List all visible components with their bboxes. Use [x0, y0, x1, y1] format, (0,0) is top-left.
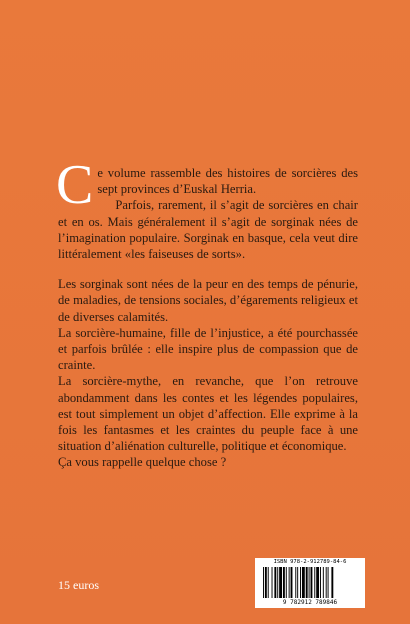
paragraph-spacer [58, 262, 358, 276]
isbn-number: ISBN 978-2-912789-84-6 [273, 559, 347, 565]
barcode-bar [323, 567, 324, 598]
barcode-bar [300, 567, 301, 598]
price-label: 15 euros [58, 578, 99, 592]
barcode-bar [331, 567, 333, 598]
isbn-digits: 9 782912 789846 [282, 599, 338, 606]
intro-line-1: e volume rassemble des histoires de sorcières des sept provinces d’Euskal Herria. [97, 166, 358, 197]
barcode-bar [274, 567, 276, 598]
barcode-bar [320, 567, 321, 598]
barcode-bar [286, 567, 287, 598]
barcode-bar [295, 567, 296, 598]
body-paragraph-1: Les sorginak sont nées de la peur en des temps de pénurie, de maladies, de tensions sociales, d’égarements religieux et de diverses calamités. [58, 277, 358, 324]
barcode-bar [272, 567, 273, 598]
barcode-bar [302, 567, 305, 598]
isbn-barcode [255, 558, 365, 608]
barcode-bar [316, 567, 319, 598]
barcode-bar [265, 567, 267, 598]
body-paragraph-3: La sorcière-mythe, en revanche, que l’on retrouve abondamment dans les contes et les légendes populaires, est tout simplement un objet d’affection. Elle exprime à la fois les fantasmes et les craintes du peuple face à une situation d’aliénation culturelle, politique et économique. [58, 374, 358, 454]
barcode-bar [277, 567, 278, 598]
intro-paragraph [56, 154, 358, 216]
barcode-bar [326, 567, 327, 598]
body-paragraph-2: La sorcière-humaine, fille de l’injustice, a été pourchassée et parfois brûlée : elle inspire plus de compassion que de crainte. [58, 325, 358, 373]
barcode-bar [311, 567, 313, 598]
barcode-bar [283, 567, 285, 598]
barcode-bar [328, 567, 329, 598]
barcode-bar [297, 567, 298, 598]
barcode-bar [314, 567, 315, 598]
barcode-bar [306, 567, 308, 598]
barcode-bar [268, 567, 269, 598]
back-cover-text [56, 154, 358, 471]
drop-cap-letter: C [56, 154, 94, 216]
intro-paragraph-2: Parfois, rarement, il s’agit de sorcières en chair et en os. Mais généralement il s’agit de sorginak nées de l’imagination populaire. Sorginak en basque, cela veut dire littéralement «les faiseuses de sorts». [58, 198, 358, 262]
barcode-bar [291, 567, 293, 598]
barcode-bar [309, 567, 310, 598]
barcode-bars [263, 567, 357, 598]
body-paragraph-4: Ça vous rappelle quelque chose ? [58, 455, 227, 470]
barcode-bar [263, 567, 264, 598]
barcode-bar [279, 567, 282, 598]
barcode-bar [289, 567, 290, 598]
